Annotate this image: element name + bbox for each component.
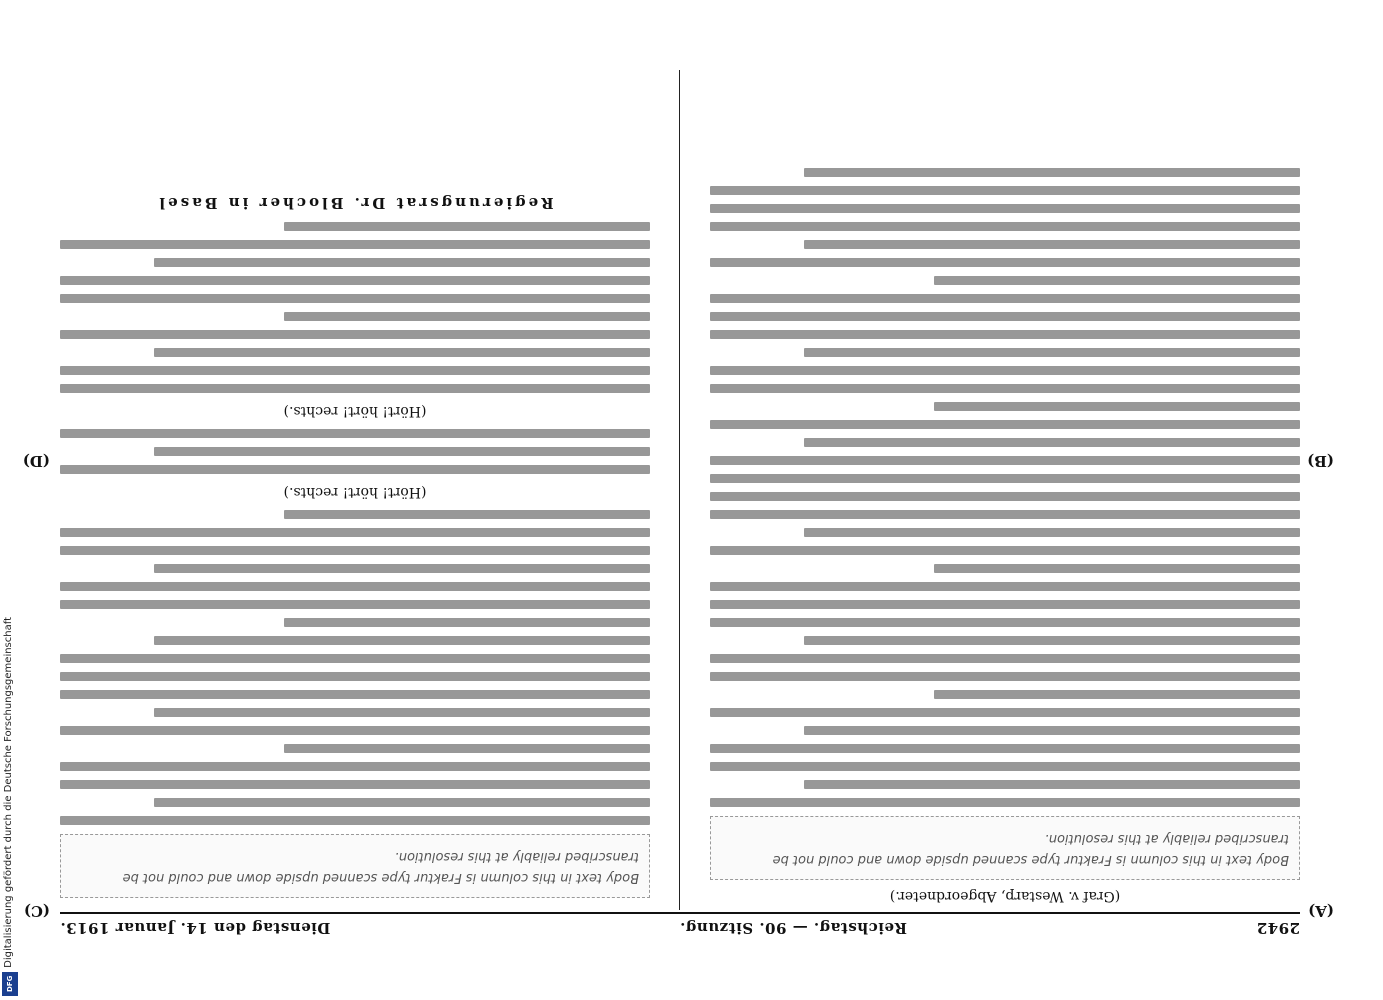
left-column-notice: Body text in this column is Fraktur type scanned upside down and could not be transcribed reliably at this resolution.: [710, 816, 1300, 880]
header-title: Reichstag. — 90. Sitzung.: [679, 919, 907, 937]
right-column: [60, 76, 650, 906]
interjection: (Hört! hört! rechts.): [283, 403, 427, 420]
dfg-credit-strip: [0, 0, 22, 1000]
speaker-label: (Graf v. Westarp, Abgeordneter.): [889, 888, 1121, 904]
header-rule: [60, 912, 1300, 914]
header-date: Dienstag den 14. Januar 1913.: [60, 919, 331, 937]
interjection: (Hört! hört! rechts.): [283, 484, 427, 501]
left-column: [710, 76, 1300, 906]
margin-marker-d: (D): [22, 452, 50, 470]
margin-marker-b: (B): [1307, 452, 1334, 470]
page-number: 2942: [1256, 919, 1300, 937]
page-header: [60, 916, 1300, 940]
dfg-logo: DFG: [2, 972, 18, 996]
right-column-notice: Body text in this column is Fraktur type scanned upside down and could not be transcribed reliably at this resolution.: [60, 834, 650, 898]
margin-marker-c: (C): [23, 902, 50, 920]
speaker-heading: Regierungsrat Dr. Blocher in Basel: [156, 194, 554, 213]
margin-marker-a: (A): [1308, 902, 1334, 920]
column-divider: [679, 70, 680, 910]
document-sheet: [22, 60, 1334, 940]
dfg-credit-text: Digitalisierung gefördert durch die Deutsche Forschungsgemeinschaft: [3, 617, 14, 968]
